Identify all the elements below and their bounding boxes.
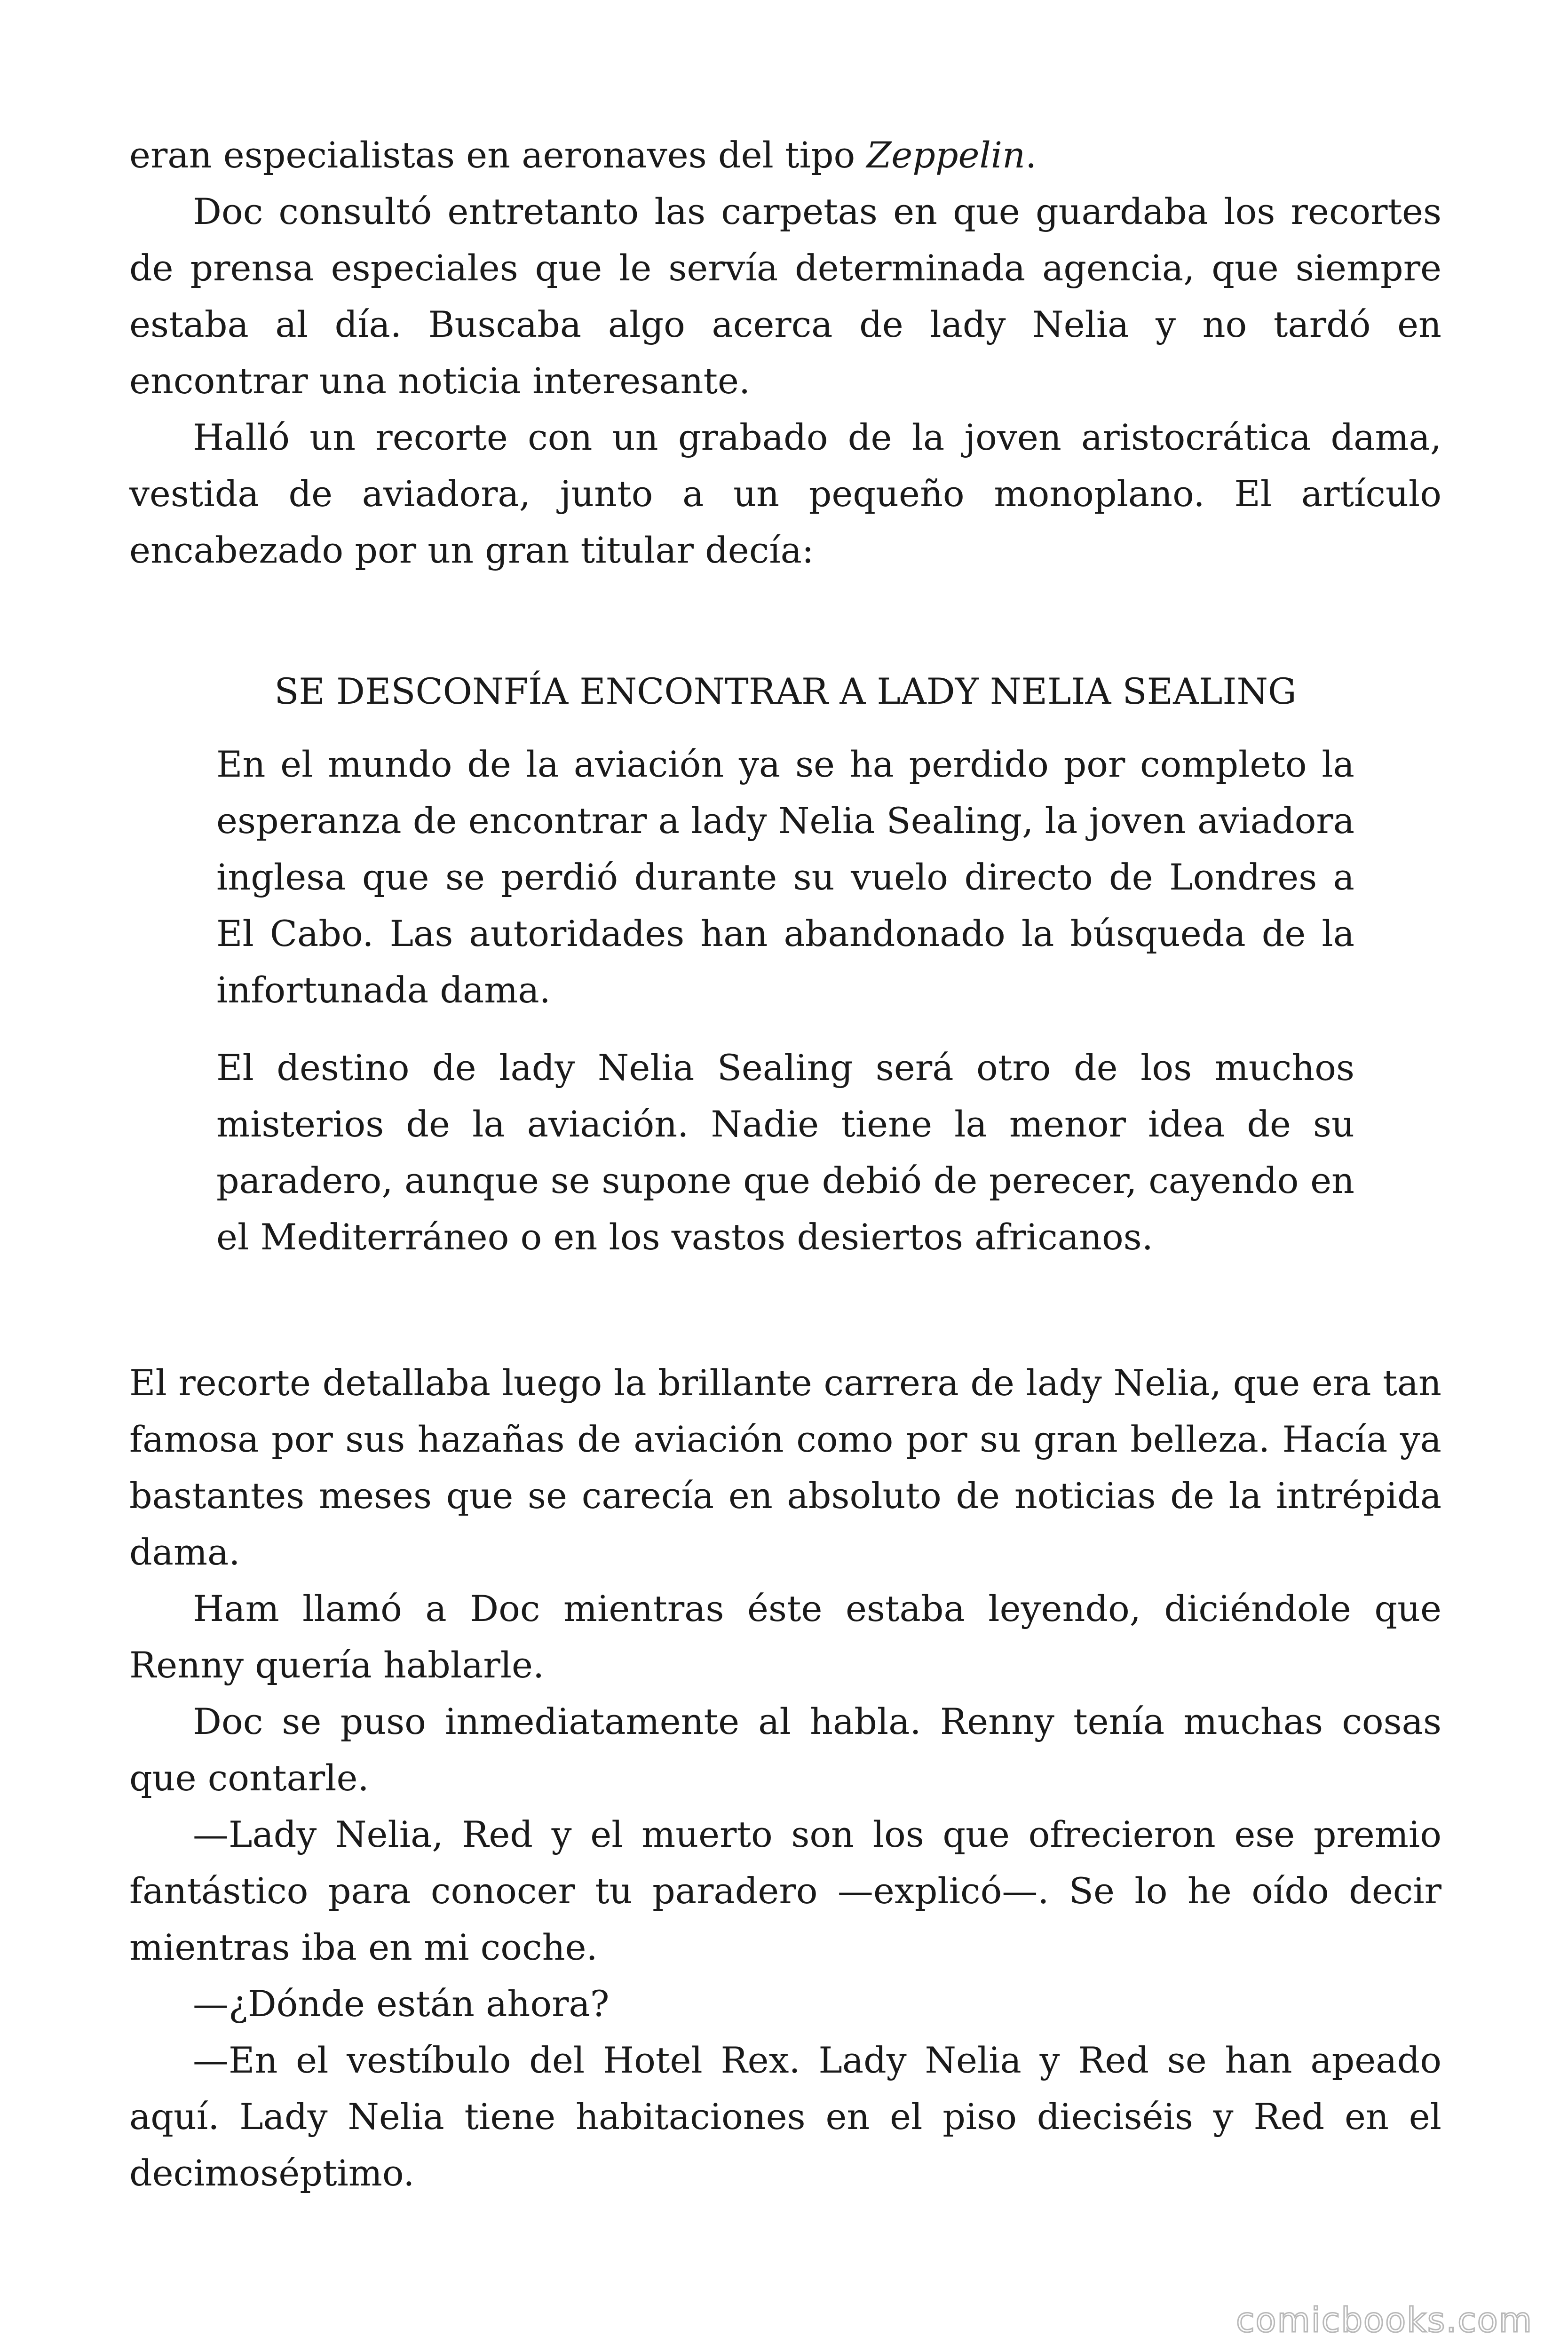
paragraph-1-text: eran especialistas en aeronaves del tipo bbox=[129, 134, 867, 176]
paragraph-4: El recorte detallaba luego la brillante carrera de lady Nelia, que era tan famosa por sus hazañas de aviación como por su gran belleza. Hacía ya bastantes meses que se carecía en absoluto de noticias de la intrépida dama. bbox=[129, 1362, 1441, 1573]
paragraph-1-italic: Zeppelin bbox=[866, 134, 1026, 176]
paragraph-6: Doc se puso inmediatamente al habla. Renny tenía muchas cosas que contarle. bbox=[129, 1700, 1441, 1799]
paragraph-1-end: . bbox=[1025, 134, 1037, 176]
clipping-heading: SE DESCONFÍA ENCONTRAR A LADY NELIA SEALING bbox=[274, 670, 1297, 712]
paragraph-5: Ham llamó a Doc mientras éste estaba leyendo, diciéndole que Renny quería hablarle. bbox=[129, 1588, 1441, 1686]
paragraph-1 bbox=[129, 127, 1441, 183]
clipping-paragraph-1: En el mundo de la aviación ya se ha perdido por completo la esperanza de encontrar a lady Nelia Sealing, la joven aviadora inglesa que se perdió durante su vuelo directo de Londres a El Cabo. Las autoridades han abandonado la búsqueda de la infortunada dama. bbox=[216, 743, 1354, 1011]
clipping-paragraph-2: El destino de lady Nelia Sealing será otro de los muchos misterios de la aviación. Nadie tiene la menor idea de su paradero, aunque se supone que debió de perecer, cayendo en el Mediterráneo o en los vastos desiertos africanos. bbox=[216, 1047, 1354, 1258]
paragraph-9: —En el vestíbulo del Hotel Rex. Lady Nelia y Red se han apeado aquí. Lady Nelia tiene habitaciones en el piso dieciséis y Red en el decimoséptimo. bbox=[129, 2039, 1441, 2194]
watermark: comicbooks.com bbox=[1235, 2300, 1533, 2340]
paragraph-2: Doc consultó entretanto las carpetas en que guardaba los recortes de prensa especiales que le servía determinada agencia, que siempre estaba al día. Buscaba algo acerca de lady Nelia y no tardó en encontrar una noticia interesante. bbox=[129, 191, 1441, 402]
paragraph-8: —¿Dónde están ahora? bbox=[193, 1983, 610, 2025]
paragraph-7: —Lady Nelia, Red y el muerto son los que ofrecieron ese premio fantástico para conocer tu paradero —explicó—. Se lo he oído decir mientras iba en mi coche. bbox=[129, 1813, 1441, 1968]
paragraph-3: Halló un recorte con un grabado de la joven aristocrática dama, vestida de aviadora, junto a un pequeño monoplano. El artículo encabezado por un gran titular decía: bbox=[129, 416, 1441, 571]
